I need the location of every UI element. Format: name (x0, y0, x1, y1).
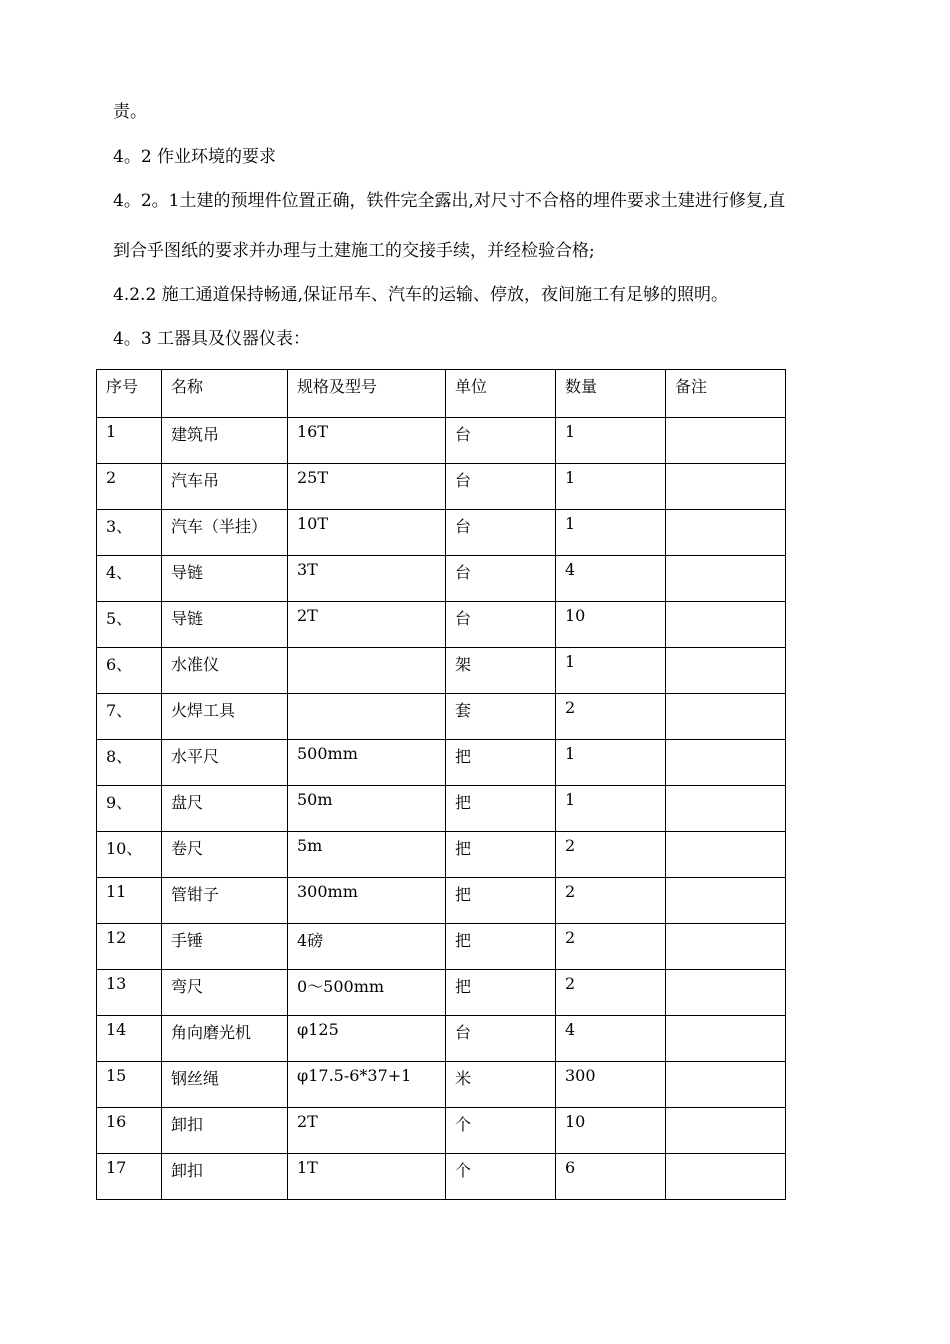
cell-unit: 把 (446, 832, 556, 878)
cell-quantity: 10 (556, 1108, 666, 1154)
tools-table (96, 369, 786, 1200)
cell-spec: 2T (288, 602, 446, 648)
cell-unit: 台 (446, 556, 556, 602)
cell-remarks (666, 1154, 786, 1200)
table-row (97, 970, 786, 1016)
cell-remarks (666, 878, 786, 924)
cell-quantity: 1 (556, 510, 666, 556)
cell-name: 角向磨光机 (162, 1016, 288, 1062)
cell-remarks (666, 832, 786, 878)
table-row (97, 1108, 786, 1154)
cell-index: 9、 (97, 786, 162, 832)
cell-index: 2 (97, 464, 162, 510)
cell-name: 手锤 (162, 924, 288, 970)
cell-quantity: 2 (556, 924, 666, 970)
cell-spec (288, 694, 446, 740)
cell-spec: 5m (288, 832, 446, 878)
section-heading-4-3: 4。3 工器具及仪器仪表： (113, 329, 311, 349)
table-row (97, 648, 786, 694)
paragraph-4-2-1-line2: 到合乎图纸的要求并办理与土建施工的交接手续，并经检验合格; (113, 241, 595, 261)
cell-spec: 300mm (288, 878, 446, 924)
cell-remarks (666, 648, 786, 694)
cell-spec: 1T (288, 1154, 446, 1200)
table-row (97, 1154, 786, 1200)
cell-index: 15 (97, 1062, 162, 1108)
cell-remarks (666, 1108, 786, 1154)
cell-remarks (666, 1016, 786, 1062)
cell-unit: 台 (446, 510, 556, 556)
cell-index: 10、 (97, 832, 162, 878)
table-row (97, 510, 786, 556)
cell-quantity: 300 (556, 1062, 666, 1108)
cell-index: 5、 (97, 602, 162, 648)
cell-unit: 把 (446, 786, 556, 832)
table-row (97, 740, 786, 786)
header-cell-remarks: 备注 (666, 370, 786, 418)
cell-remarks (666, 418, 786, 464)
cell-name: 卸扣 (162, 1154, 288, 1200)
table-row (97, 1016, 786, 1062)
cell-quantity: 1 (556, 786, 666, 832)
cell-quantity: 10 (556, 602, 666, 648)
cell-spec: 0～500mm (288, 970, 446, 1016)
cell-name: 卸扣 (162, 1108, 288, 1154)
cell-name: 卷尺 (162, 832, 288, 878)
cell-quantity: 1 (556, 740, 666, 786)
table-row (97, 418, 786, 464)
cell-index: 14 (97, 1016, 162, 1062)
cell-name: 钢丝绳 (162, 1062, 288, 1108)
cell-unit: 架 (446, 648, 556, 694)
cell-remarks (666, 786, 786, 832)
cell-spec: 25T (288, 464, 446, 510)
header-cell-name: 名称 (162, 370, 288, 418)
header-cell-index: 序号 (97, 370, 162, 418)
cell-unit: 把 (446, 970, 556, 1016)
cell-unit: 台 (446, 1016, 556, 1062)
table-row (97, 556, 786, 602)
cell-spec: 3T (288, 556, 446, 602)
cell-remarks (666, 694, 786, 740)
cell-remarks (666, 740, 786, 786)
cell-index: 12 (97, 924, 162, 970)
cell-unit: 个 (446, 1154, 556, 1200)
table-row (97, 832, 786, 878)
cell-name: 水准仪 (162, 648, 288, 694)
cell-remarks (666, 970, 786, 1016)
cell-spec: 16T (288, 418, 446, 464)
cell-spec: 4磅 (288, 924, 446, 970)
cell-quantity: 4 (556, 556, 666, 602)
cell-index: 1 (97, 418, 162, 464)
paragraph-4-2-1-line1: 4。2。1土建的预埋件位置正确，铁件完全露出,对尺寸不合格的埋件要求土建进行修复,直 (113, 191, 786, 211)
cell-spec: φ17.5-6*37+1 (288, 1062, 446, 1108)
cell-quantity: 6 (556, 1154, 666, 1200)
cell-remarks (666, 602, 786, 648)
cell-name: 盘尺 (162, 786, 288, 832)
cell-name: 汽车（半挂） (162, 510, 288, 556)
paragraph-continuation: 责。 (113, 102, 147, 122)
cell-index: 7、 (97, 694, 162, 740)
cell-name: 导链 (162, 602, 288, 648)
table-row (97, 464, 786, 510)
cell-remarks (666, 924, 786, 970)
header-cell-quantity: 数量 (556, 370, 666, 418)
paragraph-4-2-2: 4.2.2 施工通道保持畅通,保证吊车、汽车的运输、停放，夜间施工有足够的照明。 (113, 285, 729, 305)
cell-spec (288, 648, 446, 694)
table-row (97, 602, 786, 648)
cell-name: 汽车吊 (162, 464, 288, 510)
cell-unit: 台 (446, 464, 556, 510)
cell-spec: 500mm (288, 740, 446, 786)
table-row (97, 694, 786, 740)
cell-index: 6、 (97, 648, 162, 694)
table-row (97, 924, 786, 970)
cell-name: 水平尺 (162, 740, 288, 786)
cell-name: 管钳子 (162, 878, 288, 924)
cell-index: 17 (97, 1154, 162, 1200)
cell-name: 弯尺 (162, 970, 288, 1016)
cell-quantity: 2 (556, 970, 666, 1016)
cell-name: 建筑吊 (162, 418, 288, 464)
cell-remarks (666, 556, 786, 602)
cell-remarks (666, 1062, 786, 1108)
cell-name: 火焊工具 (162, 694, 288, 740)
cell-quantity: 4 (556, 1016, 666, 1062)
header-cell-spec: 规格及型号 (288, 370, 446, 418)
cell-spec: 10T (288, 510, 446, 556)
table-row (97, 878, 786, 924)
cell-remarks (666, 510, 786, 556)
cell-spec: φ125 (288, 1016, 446, 1062)
table-row (97, 786, 786, 832)
cell-unit: 把 (446, 878, 556, 924)
table-row (97, 1062, 786, 1108)
cell-unit: 台 (446, 418, 556, 464)
table-header-row (97, 370, 786, 418)
cell-quantity: 1 (556, 648, 666, 694)
cell-quantity: 2 (556, 694, 666, 740)
cell-quantity: 2 (556, 878, 666, 924)
cell-unit: 把 (446, 924, 556, 970)
cell-unit: 米 (446, 1062, 556, 1108)
cell-index: 16 (97, 1108, 162, 1154)
cell-unit: 把 (446, 740, 556, 786)
cell-spec: 50m (288, 786, 446, 832)
cell-unit: 台 (446, 602, 556, 648)
cell-unit: 个 (446, 1108, 556, 1154)
section-heading-4-2: 4。2 作业环境的要求 (113, 147, 277, 167)
cell-index: 13 (97, 970, 162, 1016)
cell-quantity: 1 (556, 464, 666, 510)
cell-name: 导链 (162, 556, 288, 602)
cell-index: 4、 (97, 556, 162, 602)
header-cell-unit: 单位 (446, 370, 556, 418)
cell-quantity: 1 (556, 418, 666, 464)
cell-index: 3、 (97, 510, 162, 556)
cell-remarks (666, 464, 786, 510)
cell-index: 8、 (97, 740, 162, 786)
cell-index: 11 (97, 878, 162, 924)
cell-quantity: 2 (556, 832, 666, 878)
cell-spec: 2T (288, 1108, 446, 1154)
cell-unit: 套 (446, 694, 556, 740)
